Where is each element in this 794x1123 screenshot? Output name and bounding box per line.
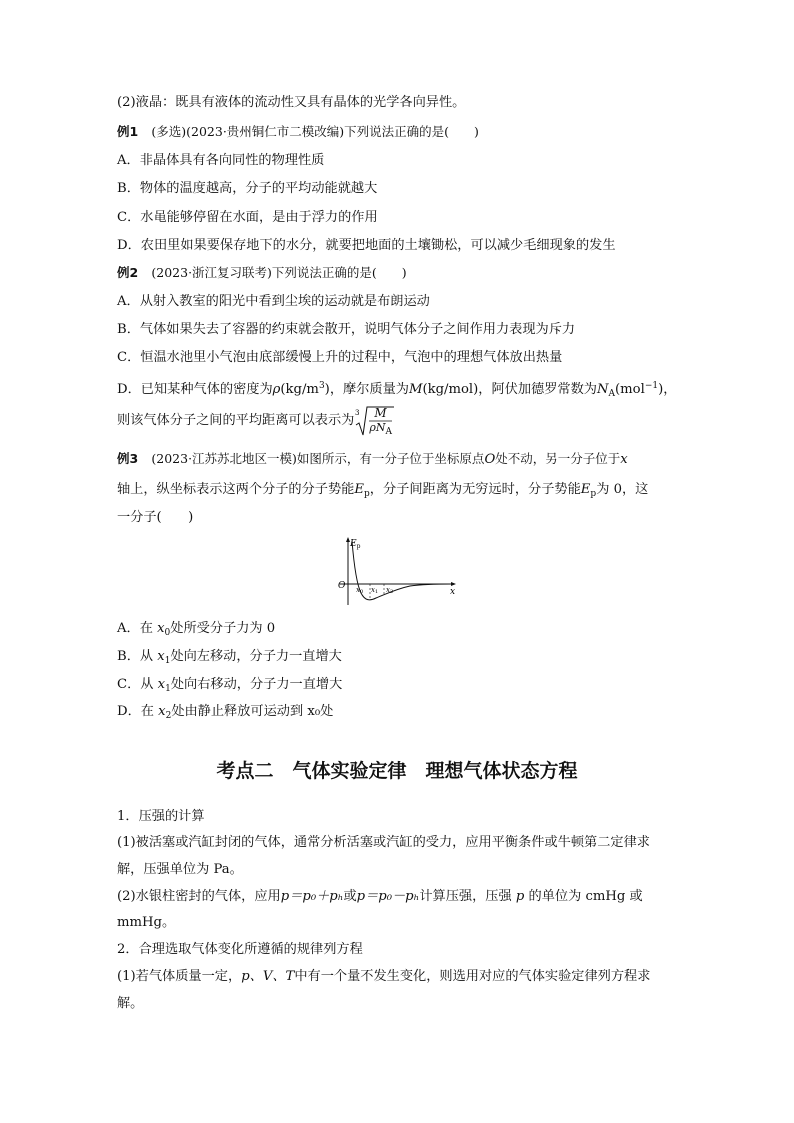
example-2-stem: 例2 (2023·浙江复习联考)下列说法正确的是( ) <box>117 265 407 280</box>
section-2-title: 2．合理选取气体变化所遵循的规律列方程 <box>117 942 363 957</box>
section-2-para-1-line2: 解。 <box>117 996 144 1011</box>
section-2-para-1-line1: (1)若气体质量一定，p、V、T中有一个量不发生变化，则选用对应的气体实验定律列方程求 <box>117 969 651 984</box>
example-2-option-c: C．恒温水池里小气泡由底部缓慢上升的过程中，气泡中的理想气体放出热量 <box>117 350 563 365</box>
sqrt-numerator: M <box>374 405 387 420</box>
cube-root-formula <box>354 405 394 437</box>
x2-label: x2 <box>386 586 394 595</box>
example-1-stem: 例1 (多选)(2023·贵州铜仁市二模改编)下列说法正确的是( ) <box>117 124 479 139</box>
section-1-title: 1．压强的计算 <box>117 809 205 824</box>
example-3-label: 例3 <box>117 451 139 466</box>
section-1-para-2-line1: (2)水银柱密封的气体，应用p＝p₀＋pₕ或p＝p₀－pₕ计算压强，压强 p 的单位为 cmHg 或 <box>117 889 643 904</box>
example-2-option-a: A．从射入教室的阳光中看到尘埃的运动就是布朗运动 <box>117 294 430 309</box>
potential-energy-graph <box>330 535 460 607</box>
example-3-option-d: D．在 $x_2$处由静止释放可运动到 x₀处 <box>117 704 334 721</box>
section-1-para-1-line1: (1)被活塞或汽缸封闭的气体，通常分析活塞或汽缸的受力，应用平衡条件或牛顿第二定律求 <box>117 835 650 850</box>
example-3-stem-line3: 一分子( ) <box>117 510 194 525</box>
x1-label: x1 <box>371 586 379 595</box>
section-heading: 考点二 气体实验定律 理想气体状态方程 <box>216 760 578 782</box>
example-1-label: 例1 <box>117 124 139 139</box>
svg-text:3: 3 <box>355 408 360 417</box>
example-1-option-b: B．物体的温度越高，分子的平均动能就越大 <box>117 181 378 196</box>
example-3-option-c: C．从 $x_1$处向右移动，分子力一直增大 <box>117 677 343 694</box>
example-2-option-d-line1: D．已知某种气体的密度为$\rho(kg/m^3)$，摩尔质量为M(kg/mol)，阿伏加德罗常数为$N_A(mol^{-1})$， <box>117 381 677 399</box>
example-2-option-b: B．气体如果失去了容器的约束就会散开，说明气体分子之间作用力表现为斥力 <box>117 322 576 337</box>
example-3-stem-line2: 轴上，纵坐标表示这两个分子的分子势能$E_p$，分子间距离为无穷远时，分子势能$E_p$为 0，这 <box>117 482 649 499</box>
example-2-option-d-line2: 则该气体分子之间的平均距离可以表示为 3 M $\rho N_A$ <box>117 404 394 438</box>
example-2-label: 例2 <box>117 265 139 280</box>
y-axis-label: $E_p$ <box>350 539 361 550</box>
example-3-option-a: A．在 $x_0$处所受分子力为 0 <box>117 621 276 638</box>
potential-curve <box>352 541 452 600</box>
intro-line: (2)液晶：既具有液体的流动性又具有晶体的光学各向异性。 <box>117 95 466 110</box>
section-1-para-1-line2: 解，压强单位为 Pa。 <box>117 862 243 877</box>
origin-label: O <box>338 581 346 591</box>
example-3-option-b: B．从 $x_1$处向左移动，分子力一直增大 <box>117 649 342 666</box>
example-1-option-a: A．非晶体具有各向同性的物理性质 <box>117 153 325 168</box>
example-1-option-d: D．农田里如果要保存地下的水分，就要把地面的土壤锄松，可以减少毛细现象的发生 <box>117 238 616 253</box>
example-1-option-c: C．水黾能够停留在水面，是由于浮力的作用 <box>117 210 378 225</box>
x0-label: x0 <box>356 586 364 595</box>
example-3-stem-line1: 例3 (2023·江苏苏北地区一模)如图所示，有一分子位于坐标原点O处不动，另一分子位于x <box>117 451 628 467</box>
sqrt-denominator: $\rho N_A$ <box>369 420 392 437</box>
section-1-para-2-line2: mmHg。 <box>117 915 176 930</box>
x-axis-label: x <box>450 587 456 597</box>
